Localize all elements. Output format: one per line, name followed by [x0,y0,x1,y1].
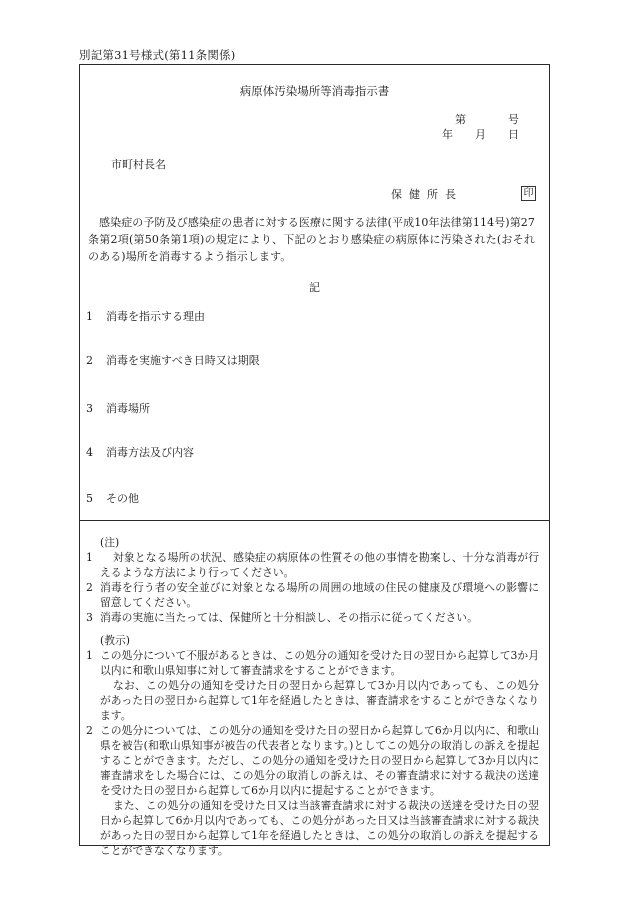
instruction-1-continuation: なお、この処分の通知を受けた日の翌日から起算して3か月以内であっても、この処分があった日の翌日から起算して1年を経過したときは、審査請求をすることができなくなります。 [100,679,539,722]
instruction-2 [86,723,539,798]
item-3 [86,402,150,416]
issuer: 保健所長 [391,188,463,201]
item-label: 消毒を指示する理由 [106,310,205,323]
note-number: 2 [86,581,93,594]
item-label: その他 [106,492,139,505]
note-3 [86,610,539,625]
item-4 [86,446,194,460]
instruction-number: 1 [86,649,93,662]
note-text: 消毒を行う者の安全並びに対象となる場所の周囲の地域の住民の健康及び環境への影響に留意してください。 [100,581,539,609]
instruction-text: この処分について不服があるときは、この処分の通知を受けた日の翌日から起算して3か月以内に和歌山県知事に対して審査請求をすることができます。 [100,649,539,677]
date-line [442,128,519,142]
seal-box [521,186,536,201]
note-number: 3 [86,611,93,624]
item-number: 5 [86,492,93,505]
instruction-text: この処分については、この処分の通知を受けた日の翌日から起算して6か月以内に、和歌山県を被告(和歌山県知事が被告の代表者となります。)としてこの処分の取消しの訴えを提起することができます。ただし、この処分の通知を受けた日の翌日から起算して3か月以内に審査請求をした場合には、この処分の取消しの訴えは、その審査請求に対する裁決の送達を受けた日の翌日から起算して6か月以内に提起することができます。 [100,724,539,797]
item-number: 4 [86,446,93,459]
document-number-line [455,113,519,127]
instruction-2-continuation: また、この処分の通知を受けた日又は当該審査請求に対する裁決の送達を受けた日の翌日から起算して6か月以内であっても、この処分があった日又は当該審査請求に対する裁決があった日の翌日から起算して1年を経過したときは、この処分の取消しの訴えを提起することができなくなります。 [100,799,539,857]
date-day: 日 [508,128,519,141]
instruction-body: 感染症の予防及び感染症の患者に対する医療に関する法律(平成10年法律第114号)第27条第2項(第50条第1項)の規定により、下記のとおり感染症の病原体に汚染された(おそれのある)場所を消毒するよう指示します。 [88,216,535,263]
instruction-1 [86,648,539,678]
note-number: 1 [86,551,93,564]
document-title: 病原体汚染場所等消毒指示書 [239,84,390,98]
item-label: 消毒場所 [106,402,150,415]
number-label-dai: 第 [455,113,466,126]
item-number: 1 [86,310,93,323]
instruction-number: 2 [86,724,93,737]
notes-heading: (注) [100,536,120,549]
seal-label: 印 [523,188,534,199]
instructions-heading: (教示) [100,634,131,647]
date-year: 年 [442,128,453,141]
note-2 [86,580,539,610]
date-month: 月 [475,128,486,141]
note-1 [86,550,539,580]
notes-section [86,535,539,858]
item-number: 3 [86,402,93,415]
item-2 [86,354,260,368]
item-label: 消毒を実施すべき日時又は期限 [106,354,260,367]
item-5 [86,492,139,506]
document-frame [79,64,550,857]
item-1 [86,310,205,324]
note-text: 消毒の実施に当たっては、保健所と十分相談し、その指示に従ってください。 [100,611,478,624]
form-number: 別記第31号様式(第11条関係) [79,48,236,62]
section-divider [80,520,549,521]
addressee: 市町村長名 [111,158,166,171]
item-number: 2 [86,354,93,367]
number-label-go: 号 [508,113,519,126]
item-label: 消毒方法及び内容 [106,446,194,459]
ki-heading: 記 [309,281,320,294]
note-text: 対象となる場所の状況、感染症の病原体の性質その他の事情を勘案し、十分な消毒が行えるような方法により行ってください。 [100,551,539,579]
